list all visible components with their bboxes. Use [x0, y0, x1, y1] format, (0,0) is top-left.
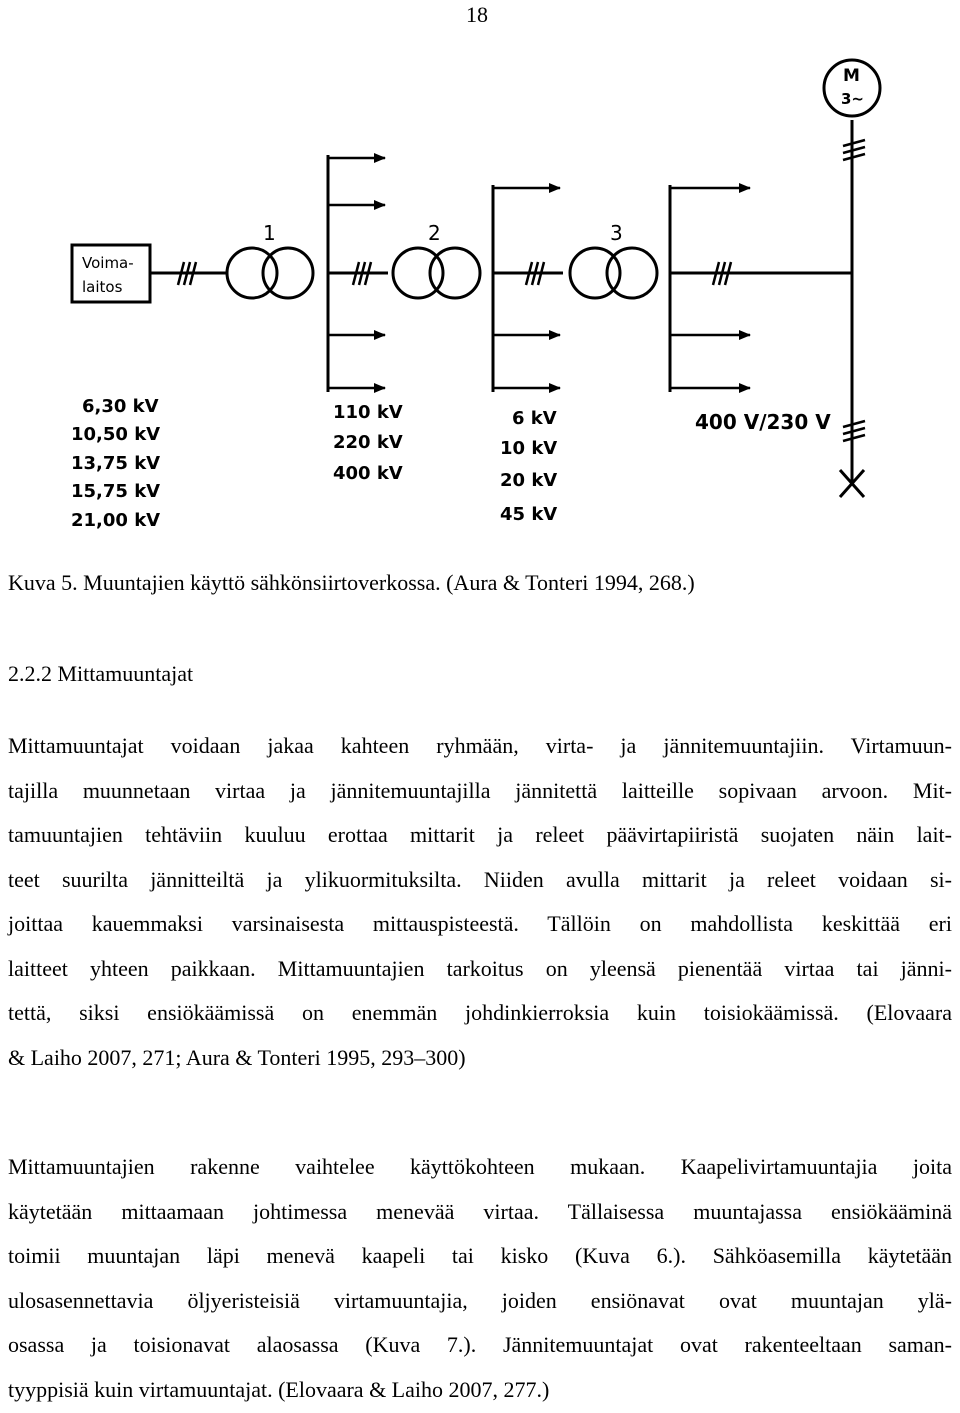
paragraph-line: ulosasennettavia öljyeristeisiä virtamuuntajia, joiden ensiönavat ovat muuntajan ylä-: [8, 1287, 952, 1313]
voltage-generator: 6,30 kV: [82, 396, 159, 417]
figure-caption: Kuva 5. Muuntajien käyttö sähkönsiirtoverkossa. (Aura & Tonteri 1994, 268.): [8, 570, 695, 595]
paragraph-line: käytetään mittaamaan johtimessa menevää virtaa. Tällaisessa muuntajassa ensiökääminä: [8, 1198, 952, 1224]
voltage-transmission: 110 kV: [333, 402, 403, 423]
power-network-diagram: [0, 40, 960, 550]
voltage-distribution: 6 kV: [512, 408, 557, 429]
paragraph-line: tyyppisiä kuin virtamuuntajat. (Elovaara & Laiho 2007, 277.): [8, 1376, 550, 1402]
transformer-2-secondary: [430, 248, 480, 298]
paragraph-line: & Laiho 2007, 271; Aura & Tonteri 1995, 293–300): [8, 1044, 466, 1070]
paragraph-line: laitteet yhteen paikkaan. Mittamuuntajien tarkoitus on yleensä pienentää virtaa tai jänni-: [8, 955, 952, 981]
paragraph-line: teet suurilta jännitteiltä ja ylikuormituksilta. Niiden avulla mittarit ja releet voidaan si-: [8, 866, 952, 892]
voltage-generator: 15,75 kV: [71, 481, 161, 502]
paragraph-line: osassa ja toisionavat alaosassa (Kuva 7.). Jännitemuuntajat ovat rakenteeltaan saman-: [8, 1332, 952, 1357]
paragraph-line: tajilla muunnetaan virtaa ja jännitemuuntajilla jännitettä laitteille sopivaan arvoon. Mit-: [8, 777, 952, 803]
section-heading: 2.2.2 Mittamuuntajat: [8, 661, 194, 686]
power-plant-label-1: Voima-: [82, 254, 134, 272]
motor-label-2: 3~: [841, 90, 865, 108]
voltage-distribution: 10 kV: [500, 438, 558, 459]
transformer-number-3: 3: [610, 221, 623, 245]
voltage-generator: 10,50 kV: [71, 424, 161, 445]
voltage-generator: 21,00 kV: [71, 510, 161, 531]
power-plant-label-2: laitos: [82, 278, 123, 296]
voltage-distribution: 20 kV: [500, 470, 558, 491]
paragraph-line: Mittamuuntajien rakenne vaihtelee käyttökohteen mukaan. Kaapelivirtamuuntajia joita: [8, 1154, 952, 1179]
transformer-1-secondary: [263, 248, 313, 298]
voltage-generator: 13,75 kV: [71, 453, 161, 474]
transformer-number-1: 1: [263, 221, 276, 245]
three-phase-marks: [178, 140, 865, 441]
figure-power-network: [0, 40, 960, 550]
voltage-low: 400 V/230 V: [695, 410, 831, 434]
paragraph-2: [8, 1145, 952, 1412]
voltage-transmission: 220 kV: [333, 432, 403, 453]
paragraph-1: [8, 724, 952, 1080]
paragraph-line: joittaa kauemmaksi varsinaisesta mittauspisteestä. Tällöin on mahdollista keskittää eri: [8, 911, 952, 936]
voltage-transmission: 400 kV: [333, 463, 403, 484]
paragraph-line: tamuuntajien tehtäviin kuuluu erottaa mittarit ja releet päävirtapiiristä suojaten näin lait-: [8, 822, 952, 847]
paragraph-line: toimii muuntajan läpi menevä kaapeli tai kisko (Kuva 6.). Sähköasemilla käytetään: [8, 1243, 952, 1268]
motor-label-1: M: [843, 66, 860, 86]
paragraph-line: tettä, siksi ensiökäämissä on enemmän johdinkierroksia kuin toisiokäämissä. (Elovaara: [8, 1000, 952, 1025]
voltage-distribution: 45 kV: [500, 504, 558, 525]
transformer-3-secondary: [607, 248, 657, 298]
transformer-number-2: 2: [428, 221, 441, 245]
paragraph-line: Mittamuuntajat voidaan jakaa kahteen ryhmään, virta- ja jännitemuuntajiin. Virtamuun-: [8, 733, 952, 758]
page-number: 18: [466, 2, 488, 27]
